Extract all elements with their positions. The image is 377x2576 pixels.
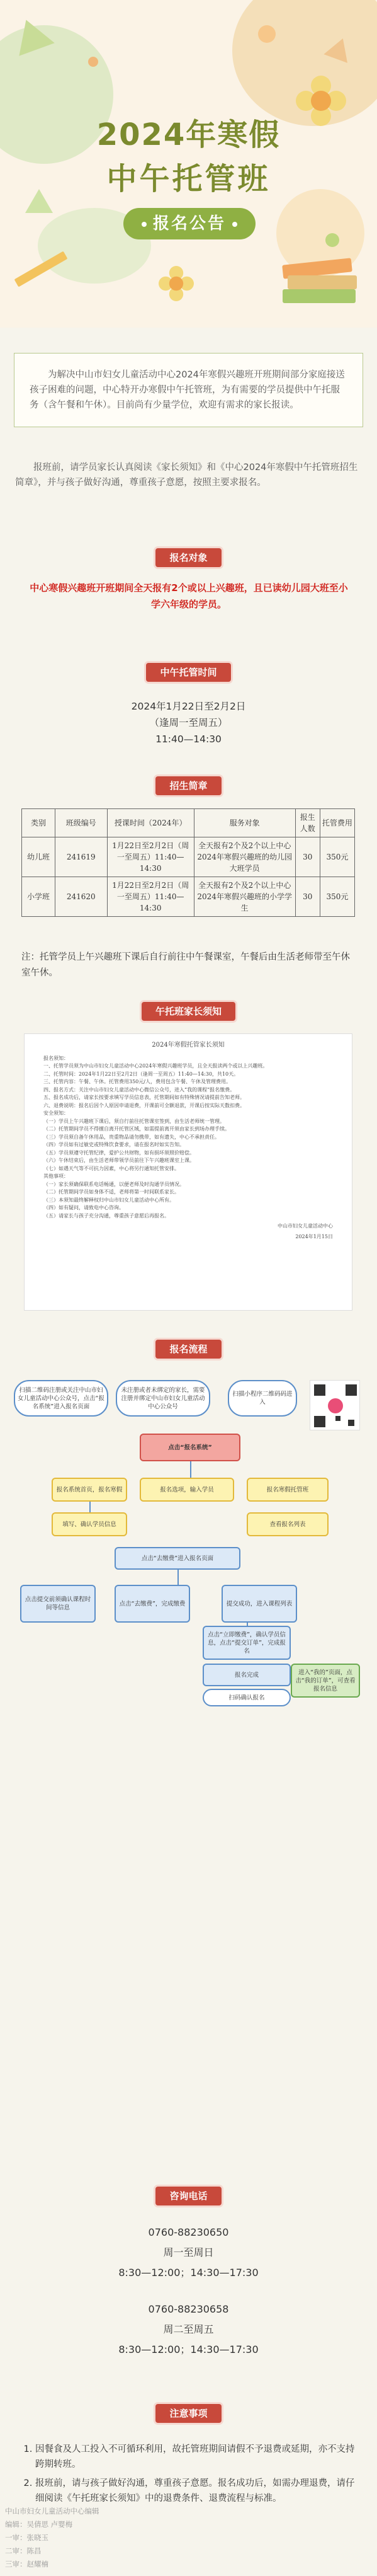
document-line: （五）请家长与孩子充分沟通，尊重孩子意愿后再报名。 — [43, 1212, 169, 1219]
table-cell: 30 — [295, 837, 320, 877]
flow-step: 点击“去缴费”，完成缴费 — [115, 1585, 190, 1623]
flow-step: 点击“立即缴费”，确认学员信息，点击“提交订单”，完成报名 — [203, 1626, 291, 1660]
flow-step: 进入“我的”页面，点击“我的订单”，可查看报名信息 — [291, 1664, 360, 1698]
flow-step: 报名系统首页，报名寒假 — [52, 1478, 127, 1502]
notice-badge: 报名公告 — [123, 208, 256, 239]
flow-center-step: 点击“报名系统” — [140, 1434, 240, 1461]
phone-days: 周二至周五 — [163, 2323, 214, 2335]
table-cell: 241620 — [55, 877, 107, 917]
document-line: 安全须知： — [43, 1110, 69, 1116]
document-line: （六）午休结束后，由生活老师带领学员前往下午兴趣班课室上课。 — [43, 1158, 194, 1163]
table-cell: 幼儿班 — [22, 837, 55, 877]
section-phone-heading: 咨询电话 — [0, 2187, 377, 2205]
document-line: 六、退费说明：报名后因个人原因申请退费，开课前可全额退款，开课后按实际天数扣费。 — [43, 1102, 245, 1108]
document-line: 四、报名方式：关注中山市妇女儿童活动中心微信公众号，进入“我的课程”报名缴费。 — [43, 1086, 235, 1093]
section-recruit-heading: 招生简章 — [0, 776, 377, 795]
intro-paragraph: 为解决中山市妇女儿童活动中心2024年寒假兴趣班开班期间部分家庭接送孩子困难的问题，中心特开办寒假中午托管班，为有需要的学员提供中午托服务（含午餐和午休）。目前尚有少量学位，欢迎有需求的家长报读。 — [14, 353, 363, 427]
header-banner — [0, 0, 377, 328]
section-target-heading: 报名对象 — [0, 548, 377, 567]
registration-flowchart — [14, 1367, 363, 1708]
footer-line: 二审：陈昌 — [5, 2546, 42, 2555]
table-cell: 全天报有2个及2个以上中心2024年寒假兴趣班的小学学生 — [194, 877, 295, 917]
table-cell: 241619 — [55, 837, 107, 877]
document-line: （二）托管期间学员如身体不适，老师将第一时间联系家长。 — [43, 1189, 179, 1195]
page-title: 2024年寒假 — [96, 117, 281, 152]
phone-number: 0760-88230658 — [148, 2303, 229, 2315]
phone-days: 周一至周日 — [163, 2246, 214, 2258]
document-signature: 中山市妇女儿童活动中心 — [278, 1223, 333, 1229]
document-line: （三）本须知最终解释权归中山市妇女儿童活动中心所有。 — [43, 1197, 174, 1203]
flow-step: 填写、确认学员信息 — [52, 1512, 127, 1536]
instruction-paragraph: 报班前，请学员家长认真阅读《家长须知》和《中心2024年寒假中午托管班招生简章》，并与孩子做好沟通，尊重孩子意愿，按照主要求报名。 — [15, 463, 358, 488]
time-dates: 2024年1月22日至2月2日 — [131, 701, 246, 712]
table-header-row — [22, 809, 355, 837]
table-note: 注：托管学员上午兴趣班下课后自行前往中午餐课室，午餐后由生活老师带至午休室午休。 — [21, 952, 350, 978]
section-parents-heading: 午托班家长须知 — [0, 1002, 377, 1021]
flow-step: 扫描二维码注册或关注中山市妇女儿童活动中心公众号，点击“报名系统”进入报名页面 — [14, 1380, 108, 1417]
flow-step: 提交成功，进入课程列表 — [222, 1585, 297, 1623]
table-header: 报生人数 — [295, 809, 320, 837]
time-weekdays: （逢周一至周五） — [149, 717, 228, 728]
target-text: 中心寒假兴趣班开班期间全天报有2个或以上兴趣班，且已读幼儿园大班至小学六年级的学员。 — [30, 582, 348, 610]
qr-code-icon — [310, 1380, 360, 1430]
table-cell: 350元 — [320, 877, 354, 917]
section-time-heading: 中午托管时间 — [0, 663, 377, 682]
flow-step: 扫描小程序二维码码进入 — [228, 1380, 297, 1417]
document-line: 报名须知： — [43, 1055, 69, 1061]
document-line: （五）学员须遵守托管纪律，爱护公共财物，如有损坏须照价赔偿。 — [43, 1149, 194, 1156]
table-row — [22, 877, 355, 917]
table-cell: 小学班 — [22, 877, 55, 917]
flow-step: 查看报名列表 — [247, 1512, 329, 1536]
flow-step: 点击“去缴费”进入报名页面 — [115, 1547, 240, 1570]
table-header: 服务对象 — [194, 809, 295, 837]
table-cell: 350元 — [320, 837, 354, 877]
table-header: 班级编号 — [55, 809, 107, 837]
document-line: （一）家长须确保联系电话畅通，以便老师及时沟通学员情况。 — [43, 1181, 184, 1187]
document-line: （四）学员如有过敏史或特殊饮食要求，请在报名时如实告知。 — [43, 1142, 184, 1147]
document-line: （七）如遇天气等不可抗力因素，中心将另行通知托管安排。 — [43, 1165, 179, 1171]
list-item: 1. 因餐食及人工投入不可循环利用，故托管班期间请假不予退费或延期，亦不支持跨期转班。 — [35, 2442, 356, 2472]
table-header: 类别 — [22, 809, 55, 837]
section-flow-heading: 报名流程 — [0, 1340, 377, 1359]
flow-step: 未注册或者未绑定的家长，需要注册并绑定中山市妇女儿童活动中心公众号 — [116, 1380, 210, 1417]
phone-hours: 8:30—12:00；14:30—17:30 — [118, 2343, 259, 2355]
books-icon — [283, 262, 358, 306]
section-notes-heading: 注意事项 — [0, 2404, 377, 2423]
document-line: （二）托管期间学员不得擅自离开托管区域，如需提前离开须由家长到场办理手续。 — [43, 1126, 230, 1132]
table-cell: 30 — [295, 877, 320, 917]
table-row — [22, 837, 355, 877]
document-line: 五、报名成功后，请家长按要求填写学员信息表，托管期间如有特殊情况请提前告知老师。 — [43, 1095, 245, 1100]
document-line: （一）学员上午兴趣班下课后，须自行前往托管课室签到，由生活老师统一管理。 — [43, 1118, 225, 1124]
footer-line: 中山市妇女儿童活动中心编辑 — [5, 2507, 99, 2516]
document-line: （三）学员须自备午休用品，贵重物品请勿携带，如有遗失，中心不承担责任。 — [43, 1134, 220, 1140]
flow-step: 点击提交前须确认课程时间等信息 — [20, 1585, 96, 1623]
flow-end-step: 扫码确认报名 — [203, 1689, 291, 1706]
parents-notice-document — [24, 1033, 352, 1311]
table-header: 授课时间（2024年） — [107, 809, 194, 837]
page-subtitle: 中午托管班 — [106, 161, 271, 197]
document-line: 一、托管学员须为中山市妇女儿童活动中心2024年寒假兴趣班学员，且全天报读两个或以上兴趣班。 — [43, 1063, 268, 1069]
table-cell: 1月22日至2月2日（周一至周五）11:40—14:30 — [107, 837, 194, 877]
document-date: 2024年1月15日 — [295, 1233, 333, 1239]
enrollment-table — [21, 808, 355, 917]
document-line: （四）如有疑问，请致电中心咨询。 — [43, 1205, 124, 1210]
footer-line: 一审：张晓玉 — [5, 2533, 48, 2542]
phone-number: 0760-88230650 — [148, 2226, 229, 2238]
flow-step: 报名寒假托管班 — [247, 1478, 329, 1502]
footer — [5, 2505, 376, 2571]
document-line: 其他事项： — [43, 1173, 69, 1179]
document-title: 2024年寒假托管家长须知 — [152, 1042, 225, 1049]
time-hours: 11:40—14:30 — [155, 733, 222, 745]
table-header: 托管费用 — [320, 809, 354, 837]
notes-list — [35, 2442, 356, 2510]
table-cell: 1月22日至2月2日（周一至周五）11:40—14:30 — [107, 877, 194, 917]
flow-step: 报名选项，输入学员 — [140, 1478, 234, 1502]
document-line: 三、托管内容：午餐、午休。托管费用350元/人，费用包含午餐、午休及管理费用。 — [43, 1079, 231, 1084]
list-item: 2. 报班前，请与孩子做好沟通，尊重孩子意愿。报名成功后，如需办理退费，请仔细阅读《午托班家长须知》中的退费条件、退费流程与标准。 — [35, 2476, 356, 2506]
footer-line: 三审：赵耀楠 — [5, 2560, 48, 2568]
phone-hours: 8:30—12:00；14:30—17:30 — [118, 2267, 259, 2279]
table-cell: 全天报有2个及2个以上中心2024年寒假兴趣班的幼儿园大班学员 — [194, 837, 295, 877]
footer-line: 编辑：吴倩思 卢婴梅 — [5, 2520, 73, 2529]
document-line: 二、托管时间：2024年1月22日至2月2日（逢周一至周五）11:40—14:30，共10天。 — [43, 1071, 239, 1077]
flower-icon — [159, 266, 194, 301]
flow-step: 报名完成 — [203, 1664, 291, 1686]
